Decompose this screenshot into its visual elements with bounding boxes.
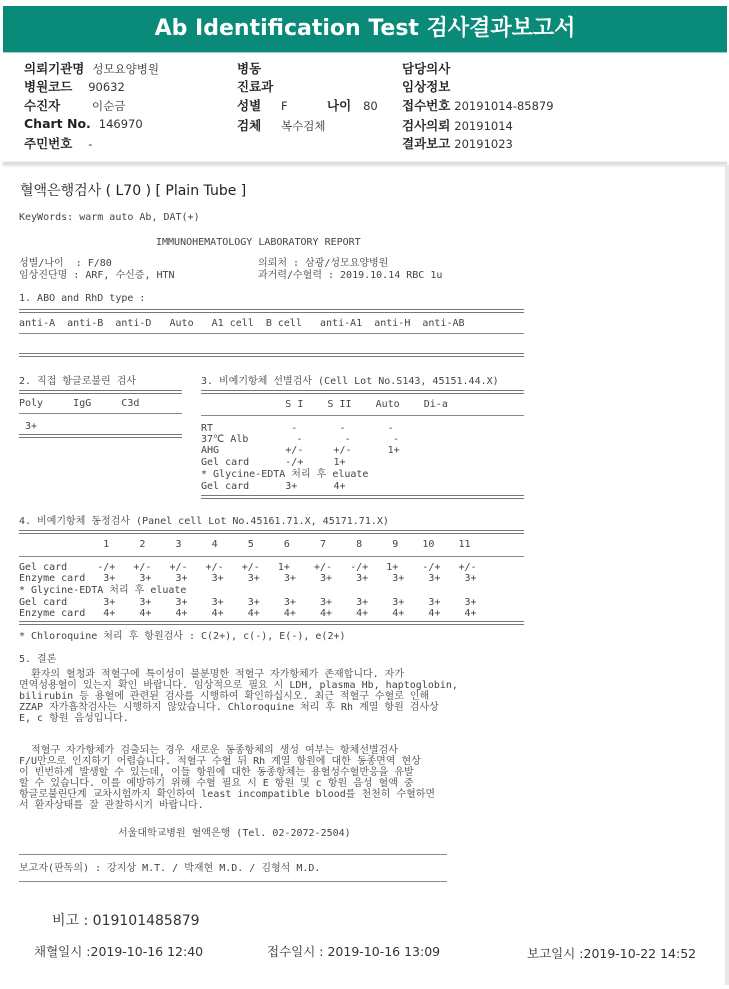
header-field-chart-no: Chart No. 146970: [24, 116, 143, 131]
patient-diagnosis: 임상진단명 : ARF, 수신증, HTN: [19, 270, 175, 281]
conclusion-line: 면역성용혈이 있는지 확인 바랍니다. 임상적으로 필요 시 LDH, plasma Hb, haptoglobin,: [19, 680, 458, 691]
ident-row: Gel card 3+ 3+ 3+ 3+ 3+ 3+ 3+ 3+ 3+ 3+ 3+: [19, 597, 477, 608]
paper-edge: [3, 162, 727, 164]
conclusion-line: 항글로불린단계 교차시험까지 확인하여 least incompatible blood를 천천히 수혈하면: [19, 789, 436, 800]
screen-row: Gel card 3+ 4+: [201, 481, 346, 492]
header-field-ward: 병동: [237, 61, 262, 76]
ident-row: * Glycine-EDTA 처리 후 eluate: [19, 585, 187, 596]
conclusion-line: bilirubin 등 용혈에 관련된 검사를 시행하여 확인하십시오. 최근 적혈구 수혈로 인해: [19, 691, 430, 702]
section-title: 혈액은행검사 ( L70 ) [ Plain Tube ]: [20, 183, 247, 199]
header-field-agency: 의뢰기관명 성모요양병원: [24, 61, 159, 76]
dat-title: 2. 직접 항글로불린 검사: [19, 376, 137, 387]
divider: [201, 495, 524, 499]
screen-row: 37℃ Alb - - -: [201, 434, 399, 445]
lab-report-title: IMMUNOHEMATOLOGY LABORATORY REPORT: [156, 237, 361, 248]
divider: [19, 854, 447, 855]
report-title-banner: Ab Identification Test 검사결과보고서: [3, 6, 727, 52]
ident-row: Enzyme card 4+ 4+ 4+ 4+ 4+ 4+ 4+ 4+ 4+ 4+ 4+: [19, 608, 477, 619]
header-field-doctor: 담당의사: [402, 61, 451, 76]
header-field-request-date: 검사의뢰 20191014: [402, 118, 513, 133]
conclusion-line: 적혈구 자가항체가 검출되는 경우 새로운 동종항체의 생성 여부는 항체선별검사: [19, 745, 398, 756]
header-field-specimen: 검체 복수검체: [237, 118, 326, 133]
header-field-clinical-info: 임상정보: [402, 79, 451, 94]
divider: [19, 333, 524, 334]
abo-header: anti-A anti-B anti-D Auto A1 cell B cell anti-A1 anti-H anti-AB: [19, 318, 465, 329]
conclusion-line: 환자의 혈청과 적혈구에 특이성이 불분명한 적혈구 자가항체가 존재합니다. 자가: [19, 669, 405, 680]
header-field-sex: 성별 F: [237, 98, 288, 113]
ident-header: 1 2 3 4 5 6 7 8 9 10 11: [19, 539, 471, 550]
patient-sex-age: 성별/나이 : F/80: [19, 258, 112, 269]
dat-header: Poly IgG C3d: [19, 398, 140, 409]
chloroquine-result: * Chloroquine 처리 후 항원검사 : C(2+), c(-), E(-), e(2+): [19, 631, 346, 642]
dat-result: 3+: [19, 421, 38, 432]
header-field-resident-no: 주민번호 -: [24, 136, 93, 151]
divider: [19, 413, 182, 414]
footer-note: 비고 : 019101485879: [52, 913, 200, 929]
divider: [19, 353, 524, 357]
conclusion-line: E, c 항원 음성입니다.: [19, 713, 129, 724]
screen-row: RT - - -: [201, 423, 394, 434]
lab-signature: 서울대학교병원 혈액은행 (Tel. 02-2072-2504): [118, 828, 351, 839]
header-field-age: 나이 80: [327, 98, 378, 113]
header-field-hospital-code: 병원코드 90632: [24, 79, 125, 94]
screen-header: S I S II Auto Di-a: [201, 399, 448, 410]
conclusion-title: 5. 결론: [19, 654, 57, 665]
divider: [201, 390, 524, 394]
divider: [19, 881, 447, 882]
screen-title: 3. 비예기항체 선별검사 (Cell Lot No.S143, 45151.44.X): [201, 376, 499, 387]
divider: [19, 390, 182, 394]
conclusion-line: ZZAP 자가흡착검사는 시행하지 않았습니다. Chloroquine 처리 후 Rh 계열 항원 검사상: [19, 702, 439, 713]
screen-row: Gel card -/+ 1+: [201, 457, 346, 468]
divider: [3, 52, 727, 53]
divider: [19, 434, 182, 438]
screen-row: * Glycine-EDTA 처리 후 eluate: [201, 469, 369, 480]
divider: [19, 530, 524, 534]
patient-requester: 의뢰처 : 삼광/성모요양병원: [258, 258, 389, 269]
divider: [19, 309, 524, 313]
footer-collected: 채혈일시 :2019-10-16 12:40: [34, 944, 204, 959]
header-field-department: 진료과: [237, 79, 274, 94]
footer-reported: 보고일시 :2019-10-22 14:52: [527, 946, 697, 961]
screen-row: AHG +/- +/- 1+: [201, 445, 400, 456]
abo-title: 1. ABO and RhD type :: [19, 293, 146, 304]
conclusion-line: 서 환자상태를 잘 관찰하시기 바랍니다.: [19, 800, 204, 811]
header-field-report-date: 결과보고 20191023: [402, 136, 513, 151]
scrollbar-track[interactable]: [725, 165, 729, 985]
ident-title: 4. 비예기항체 동정검사 (Panel cell Lot No.45161.71.X, 45171.71.X): [19, 516, 389, 527]
divider: [201, 415, 524, 416]
conclusion-line: 이 빈번하게 발생할 수 있는데, 이들 항원에 대한 동종항체는 용혈성수혈반응을 유발: [19, 767, 414, 778]
conclusion-line: 할 수 있습니다. 이를 예방하기 위해 수혈 필요 시 E 항원 및 c 항원 음성 혈액 중: [19, 778, 414, 789]
header-field-patient: 수진자 이순금: [24, 98, 126, 113]
divider: [19, 621, 524, 625]
keywords: KeyWords: warm auto Ab, DAT(+): [19, 212, 200, 223]
patient-history: 과거력/수혈력 : 2019.10.14 RBC 1u: [258, 270, 443, 281]
conclusion-line: F/U만으로 인지하기 어렵습니다. 적혈구 수혈 뒤 Rh 계열 항원에 대한 동종면역 현상: [19, 756, 421, 767]
ident-row: Enzyme card 3+ 3+ 3+ 3+ 3+ 3+ 3+ 3+ 3+ 3+ 3+: [19, 573, 477, 584]
divider: [19, 556, 524, 557]
footer-received: 접수일시 : 2019-10-16 13:09: [267, 944, 441, 959]
reporter: 보고자(판독의) : 강지상 M.T. / 박재현 M.D. / 김형석 M.D.: [19, 863, 321, 874]
ident-row: Gel card -/+ +/- +/- +/- +/- 1+ +/- -/+ 1+ -/+ +/-: [19, 562, 477, 573]
header-field-receipt-no: 접수번호 20191014-85879: [402, 98, 554, 113]
